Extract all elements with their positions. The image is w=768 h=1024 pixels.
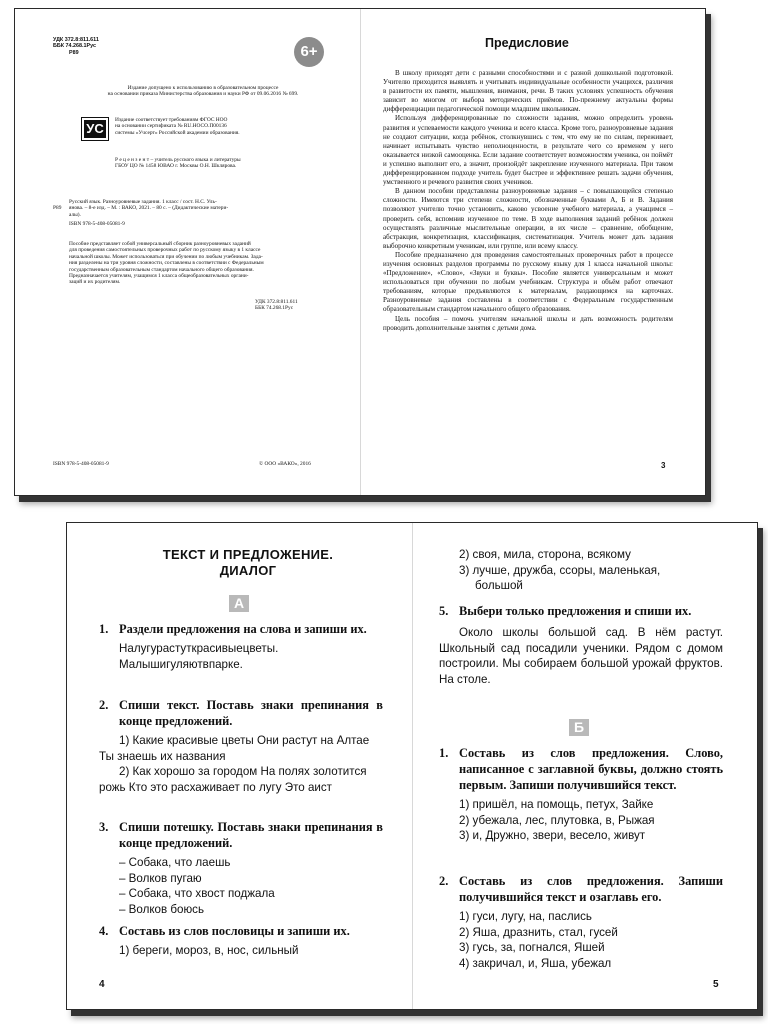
copyright: © ООО «ВАКО», 2016: [259, 461, 311, 467]
task-4-continued: [439, 547, 723, 594]
uscert-logo: УС: [81, 117, 109, 141]
reviewer-line: Р е ц е н з е н т – учитель русского языка и литературы: [115, 157, 241, 163]
task-number: 1.: [439, 746, 449, 760]
task-2: [99, 697, 383, 795]
top-spread: [14, 8, 706, 496]
udk-code: УДК 372.8:811.611: [53, 37, 99, 43]
preface-paragraph: Цель пособия – помочь учителям начальной школы и дать возможность родителям проводить дополнительные занятия с детьми дома.: [383, 314, 673, 332]
isbn-footer: ISBN 978-5-408-05081-9: [53, 461, 109, 467]
catalog-code: Р89: [53, 205, 62, 212]
task-line: 4) закричал, и, Яша, убежал: [459, 956, 612, 970]
task-line: 3) и, Дружно, звери, весело, живут: [459, 829, 646, 842]
catalog-card: [53, 199, 345, 228]
catalog-line: алы).: [69, 211, 81, 218]
reviewer-line: ГБОУ ЦО № 1458 ЮВАО г. Москвы О.Н. Шклярова.: [115, 163, 237, 170]
task-question: Выбери только предложения и спиши их.: [459, 604, 692, 618]
imprint-codes-repeat: [255, 299, 345, 312]
preface-text: [383, 69, 673, 333]
task-number: 2.: [439, 874, 449, 888]
age-rating-badge: 6+: [294, 37, 324, 67]
task-question: Спиши потешку. Поставь знаки препинания в конце предложений.: [119, 820, 383, 850]
task-3: [99, 819, 383, 917]
task-line: 2) Яша, дразнить, стал, гусей: [459, 925, 618, 939]
task-line: – Волков боюсь: [119, 902, 205, 916]
annotation-line: Пособие представляет собой универсальный сборник разноуровневых заданий: [69, 241, 251, 247]
approval-note: [53, 85, 353, 98]
page-fold: [412, 523, 413, 1009]
section-heading: [103, 547, 393, 579]
section-heading-line: ТЕКСТ И ПРЕДЛОЖЕНИЕ.: [162, 547, 334, 562]
fgos-line: Издание соответствует требованиям ФГОС НОО: [115, 117, 228, 123]
catalog-line: янова. – 8-е изд. – М. : ВАКО, 2021. – 80 с. – (Дидактические матери-: [69, 205, 229, 212]
fgos-line: системы «Учсерт» Российской академии образования.: [115, 129, 240, 136]
level-b-marker: Б: [569, 719, 589, 736]
author-code: Р89: [69, 49, 79, 56]
page-number: 3: [661, 461, 666, 470]
task-1: [99, 621, 383, 672]
preface-paragraph: В данном пособии представлены разноуровневые задания – с повышающейся степенью сложности. Имеются три степени сложности, обозначенные буквами А, Б и В. Задания позволяют учителю точно установить, каково усвоение учебного материала, а учащимся – проверить себя, вспомнив изученное по теме. В ходе выполнения заданий ребёнок должен осуществлять различные мыслительные операции, в их числе – сравнение, обобщение, абстракция, конкретизация, классификация, систематизация. Учитель может дать задания выборочно конкретным ученикам, или группе, или всему классу.: [383, 187, 673, 250]
task-line: 3) лучше, дружба, ссоры, маленькая,: [459, 563, 661, 577]
page-fold: [360, 9, 361, 495]
annotation-line: Предназначается учителям, учащимся 1 класса общеобразовательных органи-: [69, 273, 249, 280]
task-5: [439, 603, 723, 687]
task-question: Раздели предложения на слова и запиши их.: [119, 622, 367, 636]
annotation-line: государственным образовательным стандартом начального общего образования.: [69, 266, 254, 273]
task-question: Составь из слов предложения. Слово, написанное с заглавной буквы, должно стоять первым. Запиши получившийся текст.: [459, 746, 723, 792]
task-question: Составь из слов пословицы и запиши их.: [119, 924, 350, 938]
approval-line: Издание допущено к использованию в образовательном процессе: [127, 85, 279, 91]
task-question: Составь из слов предложения. Запиши получившийся текст и озаглавь его.: [459, 874, 723, 904]
task-line: 2) своя, мила, сторона, всякому: [459, 548, 631, 561]
task-line: 2) убежала, лес, плутовка, в, Рыжая: [459, 813, 655, 827]
annotation-line: для проведения самостоятельных проверочных работ по русскому языку в 1 классе: [69, 247, 261, 254]
fgos-line: на основании сертификата № RU.НОСО.П00136: [115, 123, 227, 130]
task-line: 1) гуси, лугу, на, паслись: [459, 910, 592, 923]
task-question: Спиши текст. Поставь знаки препинания в конце предложений.: [119, 698, 383, 728]
catalog-line: Русский язык. Разноуровневые задания. 1 класс / сост. Н.С. Уль-: [69, 199, 217, 205]
task-line: большой: [475, 579, 523, 592]
fgos-note: [115, 117, 345, 136]
task-line: 2) Как хорошо за городом На полях золотится рожь Кто это расхаживает по лугу Это аист: [99, 765, 367, 794]
bbk-code: ББК 74.268.1Рус: [53, 43, 96, 50]
task-line: Малышигуляютвпарке.: [119, 657, 243, 671]
task-4: [99, 923, 383, 959]
reviewer-note: [115, 157, 345, 170]
task-number: 3.: [99, 820, 109, 834]
task-number: 5.: [439, 604, 449, 618]
level-a-marker: А: [229, 595, 249, 612]
task-line: Налугурастуткрасивыецветы.: [119, 642, 279, 655]
imprint-codes: [53, 37, 99, 56]
preface-paragraph: Используя дифференцированные по сложности задания, можно определить уровень развития и успеваемости каждого ученика и всего класса. Кроме того, разноуровневые задания не создают ситуации, когда ребёнок, столкнувшись с тем, что ему не по силам, переживает, начинает испытывать чувство неполноценности, в результате чего со временем у него оказывается низкой самооценка. Если задание соответствует возможностям ученика, он поймёт и успешно выполнит его, а значит, произойдёт закрепление изученного материала. При таком дифференцированном подходе учитель будет быстрее и эффективнее решать задачи обучения, умственного и речевого развития своих учеников.: [383, 114, 673, 187]
task-line: – Собака, что лаешь: [119, 856, 231, 869]
task-line: 1) Какие красивые цветы Они растут на Алтае Ты знаешь их названия: [99, 734, 370, 763]
annotation-line: ния разделены на три уровня сложности, составлены в соответствии с Федеральным: [69, 260, 264, 267]
task-b2: [439, 873, 723, 971]
task-line: – Собака, что хвост поджала: [119, 887, 275, 900]
task-b1: [439, 745, 723, 844]
task-number: 2.: [99, 698, 109, 712]
task-line: – Волков пугаю: [119, 871, 202, 885]
bbk-code: ББК 74.268.1Рус: [255, 305, 294, 312]
approval-line: на основании приказа Министерства образования и науки РФ от 09.06.2016 № 699.: [107, 91, 299, 98]
section-heading-line: ДИАЛОГ: [219, 563, 277, 578]
isbn-line: ISBN 978-5-408-05081-9: [69, 221, 125, 228]
bottom-spread: [66, 522, 758, 1010]
annotation: [53, 241, 345, 286]
annotation-line: начальной школы. Может использоваться при обучении по любым учебникам. Зада-: [69, 253, 263, 260]
preface-paragraph: В школу приходят дети с разными способностями и с разной дошкольной подготовкой. Учителю приходится выявлять и учитывать индивидуальные особенности учащихся, различия в развитости их памяти, мышления, внимания, речи. В таких условиях успешность обучения зависит во многом от выбора методических приёмов. По-прежнему актуальны формы дифференциации педагогической помощи младшим школьникам.: [383, 69, 673, 114]
task-line: 3) гусь, за, погнался, Яшей: [459, 941, 605, 954]
page-number: 4: [99, 979, 105, 990]
task-number: 4.: [99, 924, 109, 938]
task-line: 1) пришёл, на помощь, петух, Зайке: [459, 798, 654, 811]
annotation-line: заций и их родителям.: [69, 279, 121, 286]
page-number: 5: [713, 979, 719, 990]
task-number: 1.: [99, 622, 109, 636]
task-line: Около школы большой сад. В нём растут. Школьный сад посадили ученики. Рядом с домом построили. Мы собираем большой урожай фруктов. На столе.: [439, 626, 723, 686]
udk-code: УДК 372.8:811.611: [255, 299, 298, 305]
preface-title: Предисловие: [485, 36, 569, 50]
task-line: 1) береги, мороз, в, нос, сильный: [119, 944, 299, 957]
preface-paragraph: Пособие предназначено для проведения самостоятельных проверочных работ в процессе изучения основных разделов программы по русскому языку для 1 класса начальной школы: «Предложение», «Слово», «Звуки и буквы». Пособие является универсальным и может использоваться при обучении по любым учебникам. Структура и объём работ отвечают требованиям, которые предъявляются к материалам, раздающимся на карточках. Разноуровневые задания составлены в соответствии с Федеральным государственным образовательным стандартом начального общего образования.: [383, 250, 673, 314]
